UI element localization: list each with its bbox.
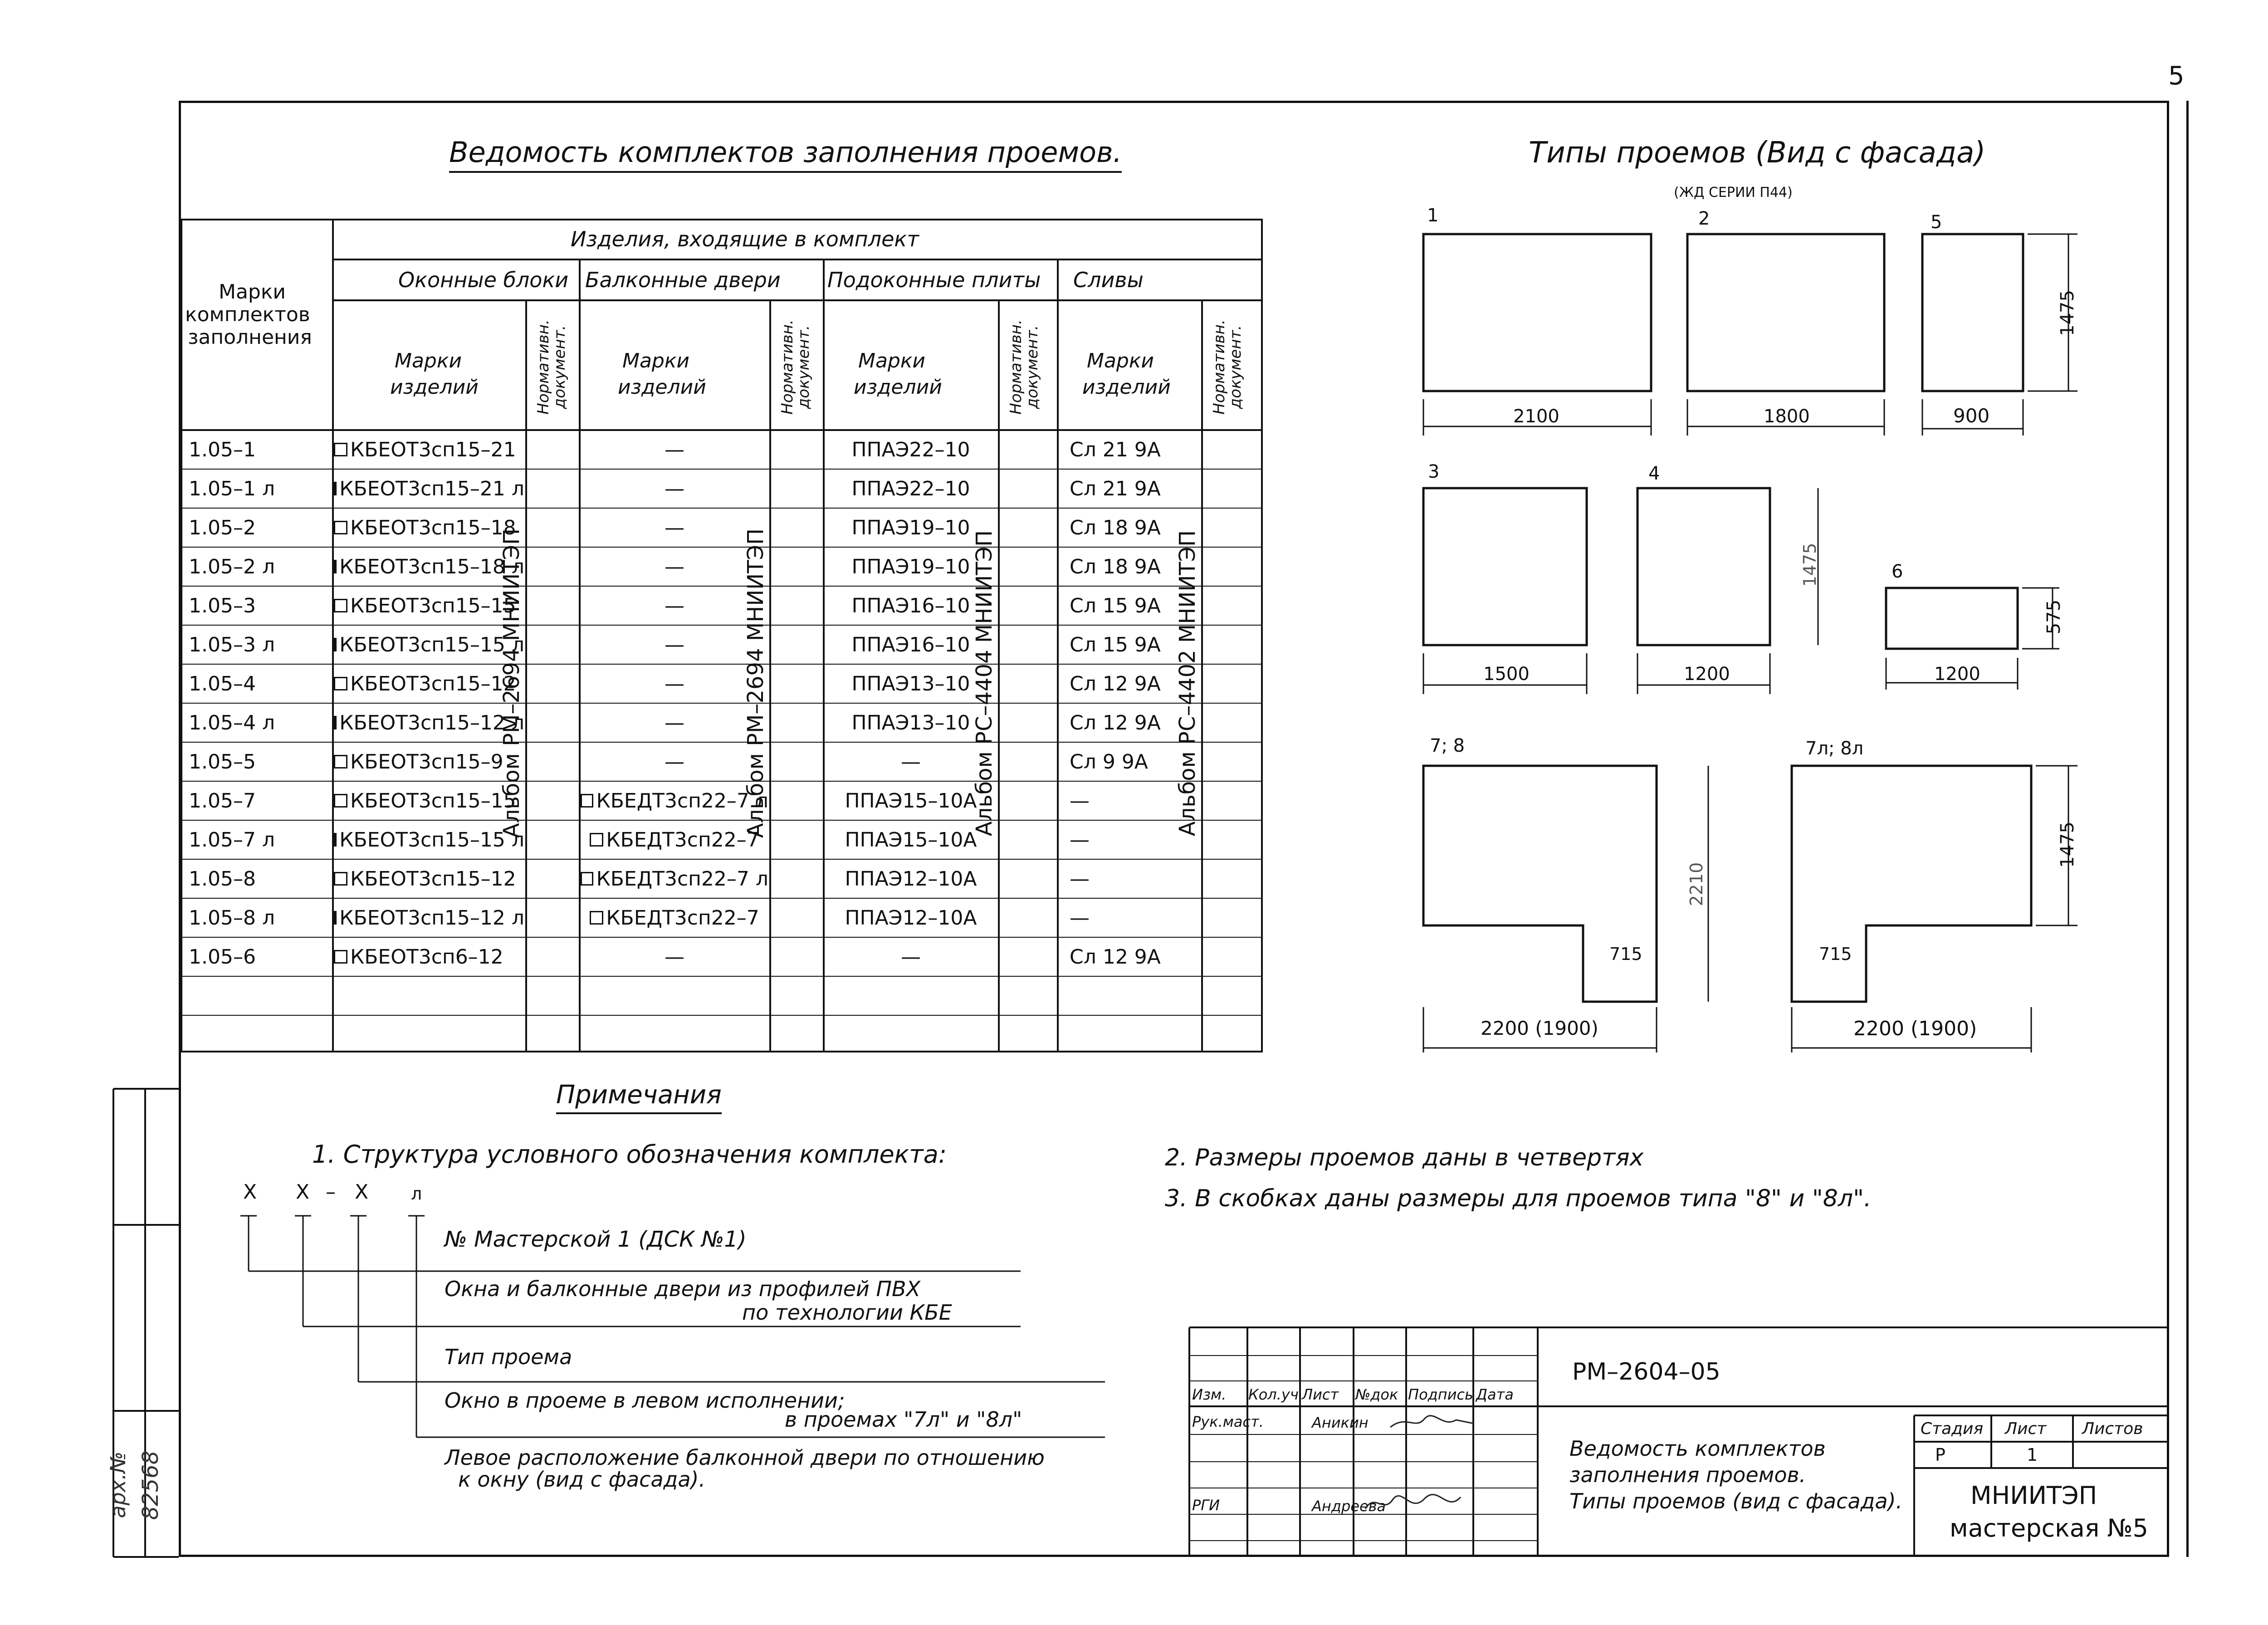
cell-text: 1.05–3 л xyxy=(189,633,275,656)
cell-text: 1.05–1 л xyxy=(189,477,275,500)
drip-marks-h2: изделий xyxy=(1082,376,1171,399)
norm-h-door-2: документ. xyxy=(795,325,813,409)
window-marks-h1: Марки xyxy=(395,349,462,372)
window-marks-h2: изделий xyxy=(390,376,479,399)
cell-text: 1.05–1 xyxy=(189,438,256,461)
code-letter-2: Х xyxy=(296,1180,310,1204)
cell-text: Сл 21 9А xyxy=(1070,438,1161,461)
norm-h-sill-2: документ. xyxy=(1023,325,1041,409)
side-stamp-number: 82568 xyxy=(138,1450,163,1520)
code-letter-1: Х xyxy=(243,1180,257,1204)
norm-h-drip-2: документ. xyxy=(1227,325,1245,409)
legend-7: Левое расположение балконной двери по отношению xyxy=(445,1445,1045,1470)
norm-h-door-1: Нормативн. xyxy=(778,319,797,415)
dim-w3: 1500 xyxy=(1483,664,1530,685)
cell-text: ППАЭ15–10А xyxy=(845,789,977,812)
group-windows: Оконные блоки xyxy=(398,268,569,292)
dim-h1: 1475 xyxy=(2057,290,2078,336)
openings-subtitle: (ЖД СЕРИИ П44) xyxy=(1674,185,1793,201)
cell-text: Сл 15 9А xyxy=(1070,594,1161,617)
staff-role-1: Рук.маст. xyxy=(1192,1413,1264,1430)
legend-4: Тип проема xyxy=(445,1345,572,1369)
cell-text: Сл 21 9А xyxy=(1070,477,1161,500)
cell-text: КБЕОТ3сп15–9 xyxy=(350,750,503,773)
cell-text: 1.05–6 xyxy=(189,945,256,969)
stage-value: Р xyxy=(1935,1445,1945,1465)
cell-text: — xyxy=(665,750,684,773)
cell-text: КБЕОТ3сп15–12 xyxy=(350,867,516,891)
cell-text: КБЕДТ3сп22–7 xyxy=(606,906,759,930)
cell-text: 1.05–7 л xyxy=(189,828,275,852)
cell-text: — xyxy=(665,477,684,500)
cell-text: КБЕОТ3сп15–15 xyxy=(350,594,516,617)
staff-name-1: Аникин xyxy=(1312,1414,1369,1431)
dim-h7l: 1475 xyxy=(2057,822,2078,868)
sheet-head: Лист xyxy=(2005,1419,2047,1438)
cell-text: Сл 12 9А xyxy=(1070,672,1161,695)
marks-col-header-1: Марки xyxy=(219,280,286,303)
cell-text: — xyxy=(1070,828,1090,852)
opening-label-2: 2 xyxy=(1698,208,1710,229)
cell-text: КБЕОТ3сп15–18 xyxy=(350,516,516,539)
door-marks-h1: Марки xyxy=(622,349,690,372)
openings-title: Типы проемов (Вид с фасада) xyxy=(1529,136,1986,170)
sheet-title-2: заполнения проемов. xyxy=(1569,1463,1806,1487)
cell-text: ППАЭ13–10 xyxy=(851,672,970,695)
opening-label-6: 6 xyxy=(1892,561,1903,582)
stamp-h-date: Дата xyxy=(1476,1386,1514,1403)
opening-label-1: 1 xyxy=(1427,205,1439,226)
legend-1: № Мастерской 1 (ДСК №1) xyxy=(445,1227,747,1252)
signature-1 xyxy=(1388,1410,1479,1433)
cell-text: — xyxy=(665,711,684,734)
stage-head: Стадия xyxy=(1921,1419,1984,1438)
opening-label-3: 3 xyxy=(1428,461,1440,482)
cell-text: — xyxy=(901,945,921,969)
dim-w5: 900 xyxy=(1953,405,1990,427)
org-name: МНИИТЭП xyxy=(1970,1481,2097,1510)
cell-text: КБЕОТ3сп15–21 xyxy=(350,438,516,461)
note-3: 3. В скобках даны размеры для проемов типа "8" и "8л". xyxy=(1165,1185,1872,1212)
org-workshop: мастерская №5 xyxy=(1950,1514,2149,1542)
legend-2: Окна и балконные двери из профилей ПВХ xyxy=(445,1277,921,1301)
opening-label-7l-8l: 7л; 8л xyxy=(1805,738,1864,759)
cell-text: ППАЭ12–10А xyxy=(845,906,977,930)
sill-marks-h1: Марки xyxy=(858,349,926,372)
norm-h-win-1: Нормативн. xyxy=(534,319,552,415)
opening-label-5: 5 xyxy=(1931,212,1942,233)
norm-doors: Альбом РМ–2694 МНИИТЭП xyxy=(743,528,768,838)
cell-text: КБЕОТ3сп6–12 xyxy=(350,945,503,969)
side-stamp-archive: арх.№ xyxy=(106,1451,130,1518)
code-dash: – xyxy=(326,1180,336,1204)
stamp-h-doc: №док xyxy=(1355,1386,1398,1403)
cell-text: — xyxy=(665,594,684,617)
cell-text: 1.05–8 л xyxy=(189,906,275,930)
cell-text: — xyxy=(1070,789,1090,812)
norm-h-sill-1: Нормативн. xyxy=(1007,319,1025,415)
group-doors: Балконные двери xyxy=(585,268,781,292)
cell-text: 1.05–4 л xyxy=(189,711,275,734)
page-number: 5 xyxy=(2168,61,2185,91)
cell-text: КБЕДТ3сп22–7 xyxy=(606,828,759,852)
cell-text: — xyxy=(665,555,684,578)
dim-w1: 2100 xyxy=(1513,406,1559,427)
dim-h6: 575 xyxy=(2043,599,2064,635)
norm-windows: Альбом РМ–2694 МНИИТЭП xyxy=(499,528,524,838)
stamp-h-list: Лист xyxy=(1302,1386,1339,1403)
code-letter-3: Х xyxy=(355,1180,369,1204)
stamp-h-izm: Изм. xyxy=(1192,1386,1227,1403)
dim-d7l: 715 xyxy=(1819,944,1852,964)
cell-text: КБЕОТ3сп15–18 л xyxy=(339,555,524,578)
cell-text: ППАЭ13–10 xyxy=(851,711,970,734)
sheet-title-1: Ведомость комплектов xyxy=(1569,1436,1826,1461)
cell-text: ППАЭ15–10А xyxy=(845,828,977,852)
dim-w6: 1200 xyxy=(1934,664,1980,685)
cell-text: 1.05–2 xyxy=(189,516,256,539)
cell-text: 1.05–4 xyxy=(189,672,256,695)
cell-text: КБЕОТ3сп15–12 л xyxy=(339,906,524,930)
dim-w7l: 2200 (1900) xyxy=(1853,1017,1977,1040)
cell-text: КБЕОТ3сп15–21 л xyxy=(339,477,524,500)
cell-text: 1.05–2 л xyxy=(189,555,275,578)
notes-title: Примечания xyxy=(556,1082,722,1114)
cell-text: КБЕОТ3сп15–15 л xyxy=(339,633,524,656)
doc-code: РМ–2604–05 xyxy=(1572,1358,1721,1385)
stamp-h-sign: Подпись xyxy=(1408,1386,1473,1403)
marks-col-header-3: заполнения xyxy=(188,326,312,349)
staff-name-2: Андреева xyxy=(1312,1498,1386,1515)
legend-6: в проемах "7л" и "8л" xyxy=(785,1407,1022,1432)
sheets-head: Листов xyxy=(2082,1419,2143,1438)
cell-text: ППАЭ16–10 xyxy=(851,594,970,617)
cell-text: 1.05–5 xyxy=(189,750,256,773)
cell-text: ППАЭ16–10 xyxy=(851,633,970,656)
cell-text: ППАЭ19–10 xyxy=(851,555,970,578)
cell-text: — xyxy=(901,750,921,773)
cell-text: КБЕОТ3сп15–12 xyxy=(350,672,516,695)
note-1: 1. Структура условного обозначения комплекта: xyxy=(312,1140,947,1169)
drip-marks-h1: Марки xyxy=(1087,349,1154,372)
cell-text: — xyxy=(665,945,684,969)
group-sills: Подоконные плиты xyxy=(827,268,1041,292)
dim-h7: 2210 xyxy=(1686,862,1706,906)
dim-w4: 1200 xyxy=(1684,664,1730,685)
cell-text: КБЕДТ3сп22–7 л xyxy=(596,867,768,891)
legend-5: Окно в проеме в левом исполнении; xyxy=(445,1388,845,1413)
dim-h3: 1475 xyxy=(1800,543,1820,587)
cell-text: — xyxy=(1070,906,1090,930)
cell-text: КБЕОТ3сп15–15 л xyxy=(339,828,524,852)
cell-text: Сл 18 9А xyxy=(1070,516,1161,539)
cell-text: 1.05–3 xyxy=(189,594,256,617)
dim-d7: 715 xyxy=(1609,944,1642,964)
sill-marks-h2: изделий xyxy=(854,376,942,399)
cell-text: 1.05–8 xyxy=(189,867,256,891)
cell-text: — xyxy=(1070,867,1090,891)
cell-text: Сл 18 9А xyxy=(1070,555,1161,578)
door-marks-h2: изделий xyxy=(618,376,706,399)
group-drips: Сливы xyxy=(1073,268,1144,292)
cell-text: КБЕОТ3сп15–15 xyxy=(350,789,516,812)
signature-2 xyxy=(1361,1491,1465,1518)
cell-text: Сл 9 9А xyxy=(1070,750,1148,773)
dim-w2: 1800 xyxy=(1764,406,1810,427)
cell-text: — xyxy=(665,633,684,656)
cell-text: Сл 12 9А xyxy=(1070,711,1161,734)
norm-h-win-2: документ. xyxy=(551,325,569,409)
cell-text: Сл 12 9А xyxy=(1070,945,1161,969)
opening-label-4: 4 xyxy=(1648,463,1660,484)
sheet-title-3: Типы проемов (вид с фасада). xyxy=(1569,1489,1903,1513)
sheet-value: 1 xyxy=(2027,1445,2038,1465)
legend-8: к окну (вид с фасада). xyxy=(458,1467,706,1492)
cell-text: КБЕДТ3сп22–7 л xyxy=(596,789,768,812)
cell-text: — xyxy=(665,672,684,695)
stamp-h-kol: Кол.уч xyxy=(1248,1386,1299,1403)
staff-role-2: РГИ xyxy=(1192,1497,1220,1514)
cell-text: ППАЭ12–10А xyxy=(845,867,977,891)
cell-text: ППАЭ22–10 xyxy=(851,438,970,461)
dim-w7: 2200 (1900) xyxy=(1481,1017,1598,1039)
cell-text: — xyxy=(665,438,684,461)
norm-drips: Альбом РС–4402 МНИИТЭП xyxy=(1175,530,1200,837)
marks-col-header-2: комплектов xyxy=(185,303,310,326)
cell-text: 1.05–7 xyxy=(189,789,256,812)
schedule-title: Ведомость комплектов заполнения проемов. xyxy=(449,138,1122,173)
products-group-header: Изделия, входящие в комплект xyxy=(571,227,919,251)
opening-label-7-8: 7; 8 xyxy=(1430,735,1465,756)
code-letter-4: л xyxy=(411,1184,422,1204)
norm-h-drip-1: Нормативн. xyxy=(1210,319,1228,415)
cell-text: КБЕОТ3сп15–12 л xyxy=(339,711,524,734)
cell-text: ППАЭ22–10 xyxy=(851,477,970,500)
legend-3: по технологии КБЕ xyxy=(742,1300,952,1325)
cell-text: — xyxy=(665,516,684,539)
cell-text: ППАЭ19–10 xyxy=(851,516,970,539)
note-2: 2. Размеры проемов даны в четвертях xyxy=(1165,1144,1644,1171)
cell-text: Сл 15 9А xyxy=(1070,633,1161,656)
norm-sills: Альбом РС–4404 МНИИТЭП xyxy=(972,530,997,837)
